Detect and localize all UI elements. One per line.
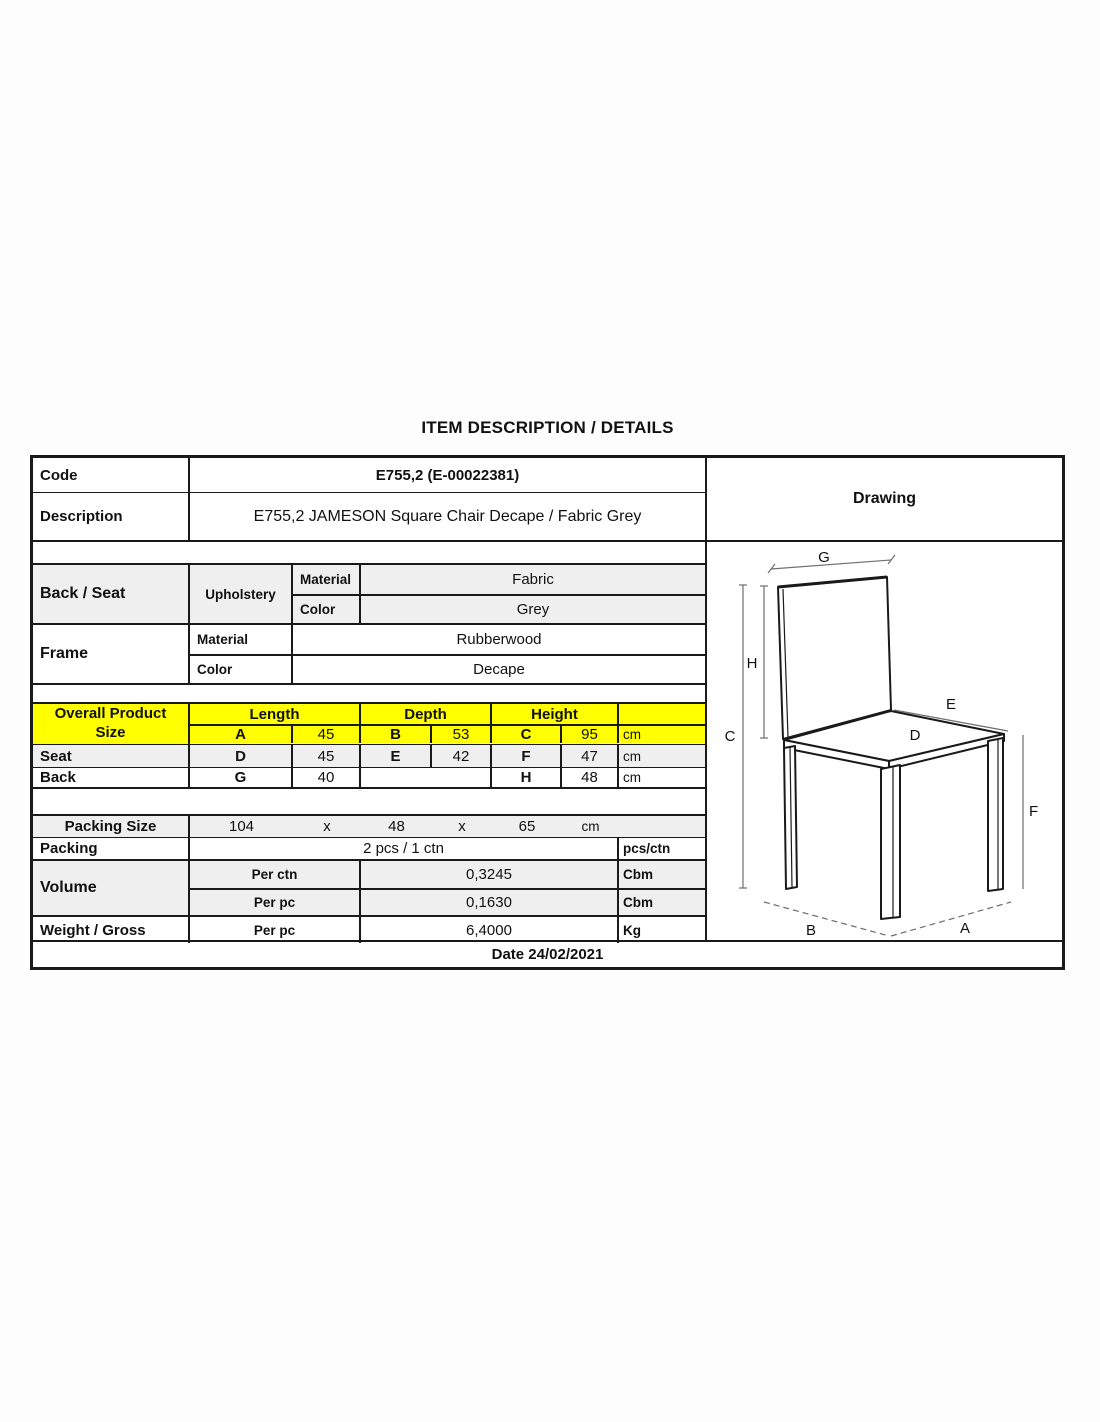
volume-per-pc-row: [190, 888, 705, 915]
back-h-key: H: [492, 768, 562, 787]
back-size-row: [33, 768, 705, 789]
dim-label-d: D: [909, 727, 921, 744]
upholstery-material-row: [293, 565, 705, 594]
packing-row: [33, 838, 705, 861]
seat-unit: cm: [619, 745, 705, 767]
drawing-column: [705, 458, 1062, 940]
upholstery-material-label: Material: [293, 565, 361, 594]
size-header-rows: [190, 704, 705, 744]
upholstery-color-value: Grey: [361, 596, 705, 623]
packing-size-width: 48: [361, 816, 432, 837]
dim-label-g: G: [818, 549, 830, 566]
packing-size-label: Packing Size: [33, 816, 190, 837]
drawing-area: [707, 542, 1062, 940]
item-spec-table: [30, 455, 1065, 970]
description-row: [33, 493, 705, 542]
packing-value: 2 pcs / 1 ctn: [190, 838, 619, 859]
spacer-row: [33, 542, 705, 565]
packing-label: Packing: [33, 838, 190, 859]
overall-b-value: 53: [432, 726, 492, 743]
dim-label-a: A: [959, 920, 971, 937]
seat-f-key: F: [492, 745, 562, 767]
overall-size-label: Overall Product Size: [33, 704, 190, 744]
back-label: Back: [33, 768, 190, 787]
volume-section: [33, 861, 705, 917]
frame-rows: [190, 625, 705, 683]
per-pc-unit: Cbm: [619, 890, 705, 915]
frame-material-label: Material: [190, 625, 293, 654]
back-seat-section: [33, 565, 705, 625]
per-ctn-value: 0,3245: [361, 861, 619, 888]
frame-material-row: [190, 625, 705, 654]
weight-label: Weight / Gross: [33, 917, 190, 943]
dimension-header-row: [190, 704, 705, 724]
seat-d-key: D: [190, 745, 293, 767]
dim-label-c: C: [724, 728, 736, 745]
overall-a-key: A: [190, 726, 293, 743]
overall-unit: cm: [619, 726, 705, 743]
packing-size-x2: x: [432, 816, 492, 837]
upholstery-label: Upholstery: [190, 565, 293, 623]
back-unit: cm: [623, 770, 641, 785]
spacer-row: [33, 685, 705, 704]
upholstery-material-value: Fabric: [361, 565, 705, 594]
table-body: [33, 458, 1062, 940]
overall-b-key: B: [361, 726, 432, 743]
packing-size-unit: cm: [562, 816, 619, 837]
volume-per-ctn-row: [190, 861, 705, 888]
height-header: Height: [492, 704, 619, 724]
upholstery-color-row: [293, 594, 705, 623]
description-label: Description: [33, 493, 190, 540]
dim-label-f: F: [1029, 803, 1039, 820]
page-title: ITEM DESCRIPTION / DETAILS: [421, 418, 674, 437]
packing-size-length: 104: [190, 816, 293, 837]
seat-size-row: [33, 745, 705, 768]
frame-label: Frame: [33, 625, 190, 683]
frame-color-value: Decape: [473, 661, 525, 678]
back-seat-label: Back / Seat: [33, 565, 190, 623]
per-pc-value: 0,1630: [361, 890, 619, 915]
code-label: Code: [33, 458, 190, 492]
back-h-value: 48: [562, 768, 619, 787]
weight-per-label: Per pc: [190, 917, 361, 943]
dim-label-e: E: [945, 696, 957, 713]
weight-unit: Kg: [623, 922, 641, 938]
frame-color-label: Color: [190, 656, 293, 683]
weight-value: 6,4000: [361, 917, 619, 943]
spacer-row: [33, 789, 705, 816]
seat-e-value: 42: [432, 745, 492, 767]
packing-size-height: 65: [492, 816, 562, 837]
overall-values-row: [190, 724, 705, 743]
seat-label: Seat: [33, 745, 190, 767]
volume-label: Volume: [33, 861, 190, 915]
overall-size-header: [33, 704, 705, 745]
upholstery-color-label: Color: [293, 596, 361, 623]
dim-label-b: B: [805, 922, 817, 939]
frame-section: [33, 625, 705, 685]
code-value: E755,2 (E-00022381): [375, 466, 520, 484]
per-pc-label: Per pc: [190, 890, 361, 915]
description-value: E755,2 JAMESON Square Chair Decape / Fabric Grey: [253, 507, 642, 525]
back-g-key: G: [190, 768, 293, 787]
seat-d-value: 45: [293, 745, 361, 767]
date-value: Date 24/02/2021: [491, 946, 604, 963]
main-table-column: [33, 458, 705, 940]
back-g-value: 40: [293, 768, 361, 787]
seat-e-key: E: [361, 745, 432, 767]
upholstery-rows: [293, 565, 705, 623]
chair-drawing: [707, 542, 1064, 941]
overall-c-value: 95: [562, 726, 619, 743]
code-row: [33, 458, 705, 493]
packing-size-x1: x: [293, 816, 361, 837]
per-ctn-label: Per ctn: [190, 861, 361, 888]
seat-f-value: 47: [562, 745, 619, 767]
packing-unit: pcs/ctn: [623, 841, 671, 856]
volume-rows: [190, 861, 705, 915]
overall-c-key: C: [492, 726, 562, 743]
date-row: [33, 940, 1062, 967]
frame-color-row: [190, 654, 705, 683]
length-header: Length: [190, 704, 361, 724]
overall-a-value: 45: [293, 726, 361, 743]
packing-size-row: [33, 816, 705, 838]
frame-material-value: Rubberwood: [456, 631, 542, 648]
per-ctn-unit: Cbm: [619, 861, 705, 888]
depth-header: Depth: [361, 704, 492, 724]
drawing-header: Drawing: [707, 458, 1062, 542]
dim-label-h: H: [746, 655, 758, 672]
